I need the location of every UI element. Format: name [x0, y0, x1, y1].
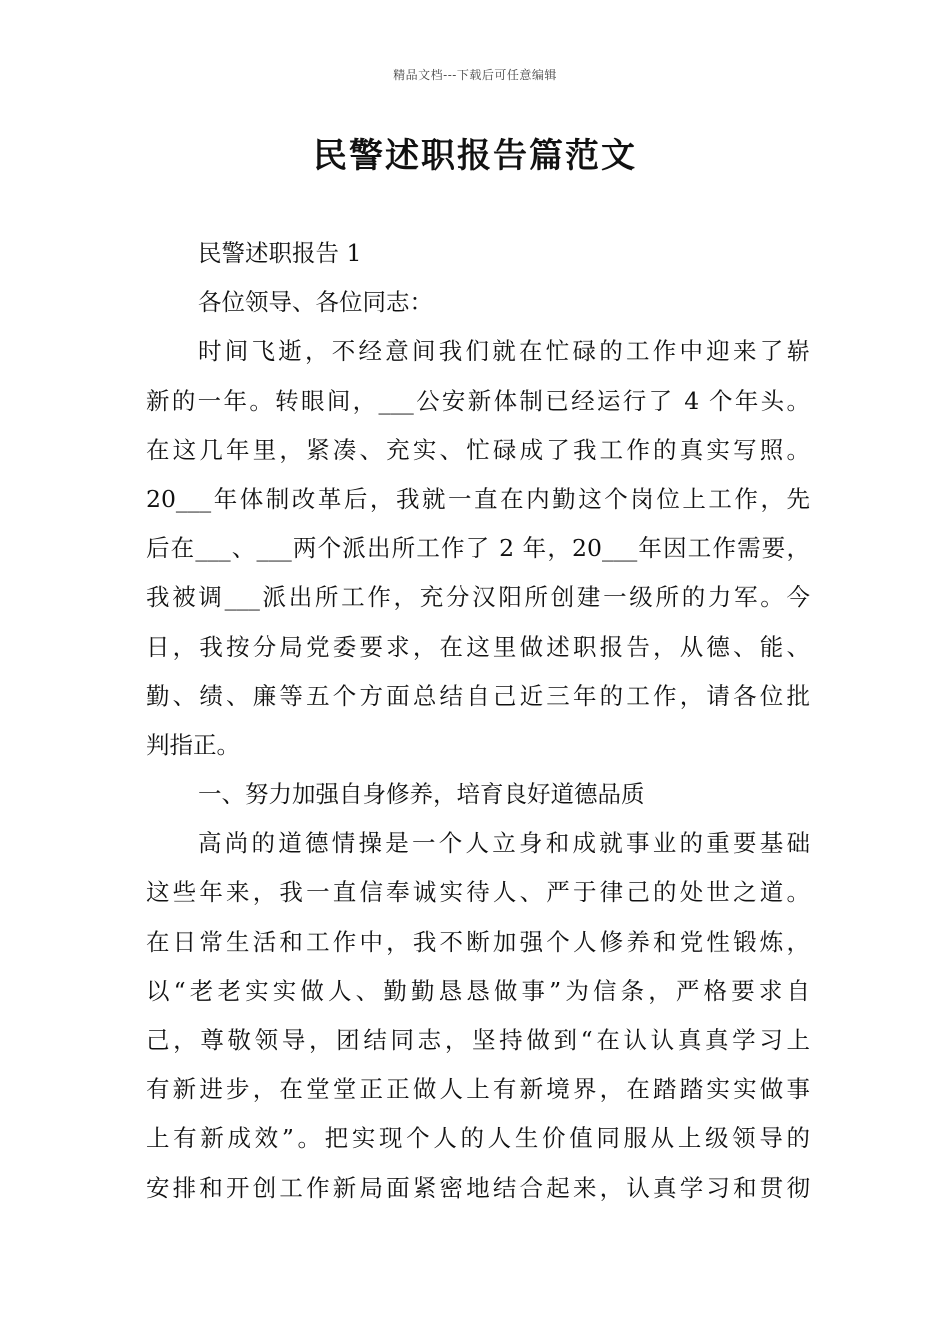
- text-line: 上有新成效”。把实现个人的人生价值同服从上级领导的: [146, 1124, 810, 1153]
- text-line: 20___年体制改革后，我就一直在内勤这个岗位上工作，先: [146, 484, 810, 513]
- text-line: 勤、绩、廉等五个方面总结自己近三年的工作，请各位批: [146, 681, 810, 710]
- text-line: 新的一年。转眼间，___公安新体制已经运行了 4 个年头。: [146, 386, 810, 415]
- text-line: 在日常生活和工作中，我不断加强个人修养和党性锻炼，: [146, 927, 810, 956]
- text-line: 在这几年里，紧凑、充实、忙碌成了我工作的真实写照。: [146, 435, 810, 464]
- text-line: 以“老老实实做人、勤勤恳恳做事”为信条，严格要求自: [146, 976, 810, 1005]
- text-line: 判指正。: [146, 730, 240, 759]
- text-line: 日，我按分局党委要求，在这里做述职报告，从德、能、: [146, 632, 810, 661]
- document-body: [146, 229, 810, 1213]
- text-line: 有新进步，在堂堂正正做人上有新境界，在踏踏实实做事: [146, 1075, 810, 1104]
- text-line: 民警述职报告 1: [198, 239, 362, 267]
- text-line: 我被调___派出所工作，充分汉阳所创建一级所的力军。今: [146, 583, 810, 612]
- document-title: 民警述职报告篇范文: [313, 136, 637, 176]
- header-note: 精品文档---下载后可任意编辑: [393, 68, 557, 82]
- text-line: 这些年来，我一直信奉诚实待人、严于律己的处世之道。: [146, 878, 810, 907]
- text-line: 各位领导、各位同志：: [198, 288, 433, 317]
- text-line: 一、努力加强自身修养，培育良好道德品质: [198, 780, 645, 809]
- text-line: 后在___、___两个派出所工作了 2 年，20___年因工作需要，: [146, 534, 810, 563]
- text-line: 高尚的道德情操是一个人立身和成就事业的重要基础: [198, 829, 810, 858]
- text-line: 时间飞逝，不经意间我们就在忙碌的工作中迎来了崭: [198, 337, 810, 366]
- text-line: 安排和开创工作新局面紧密地结合起来，认真学习和贯彻: [146, 1173, 810, 1202]
- text-line: 己，尊敬领导，团结同志，坚持做到“在认认真真学习上: [146, 1026, 810, 1054]
